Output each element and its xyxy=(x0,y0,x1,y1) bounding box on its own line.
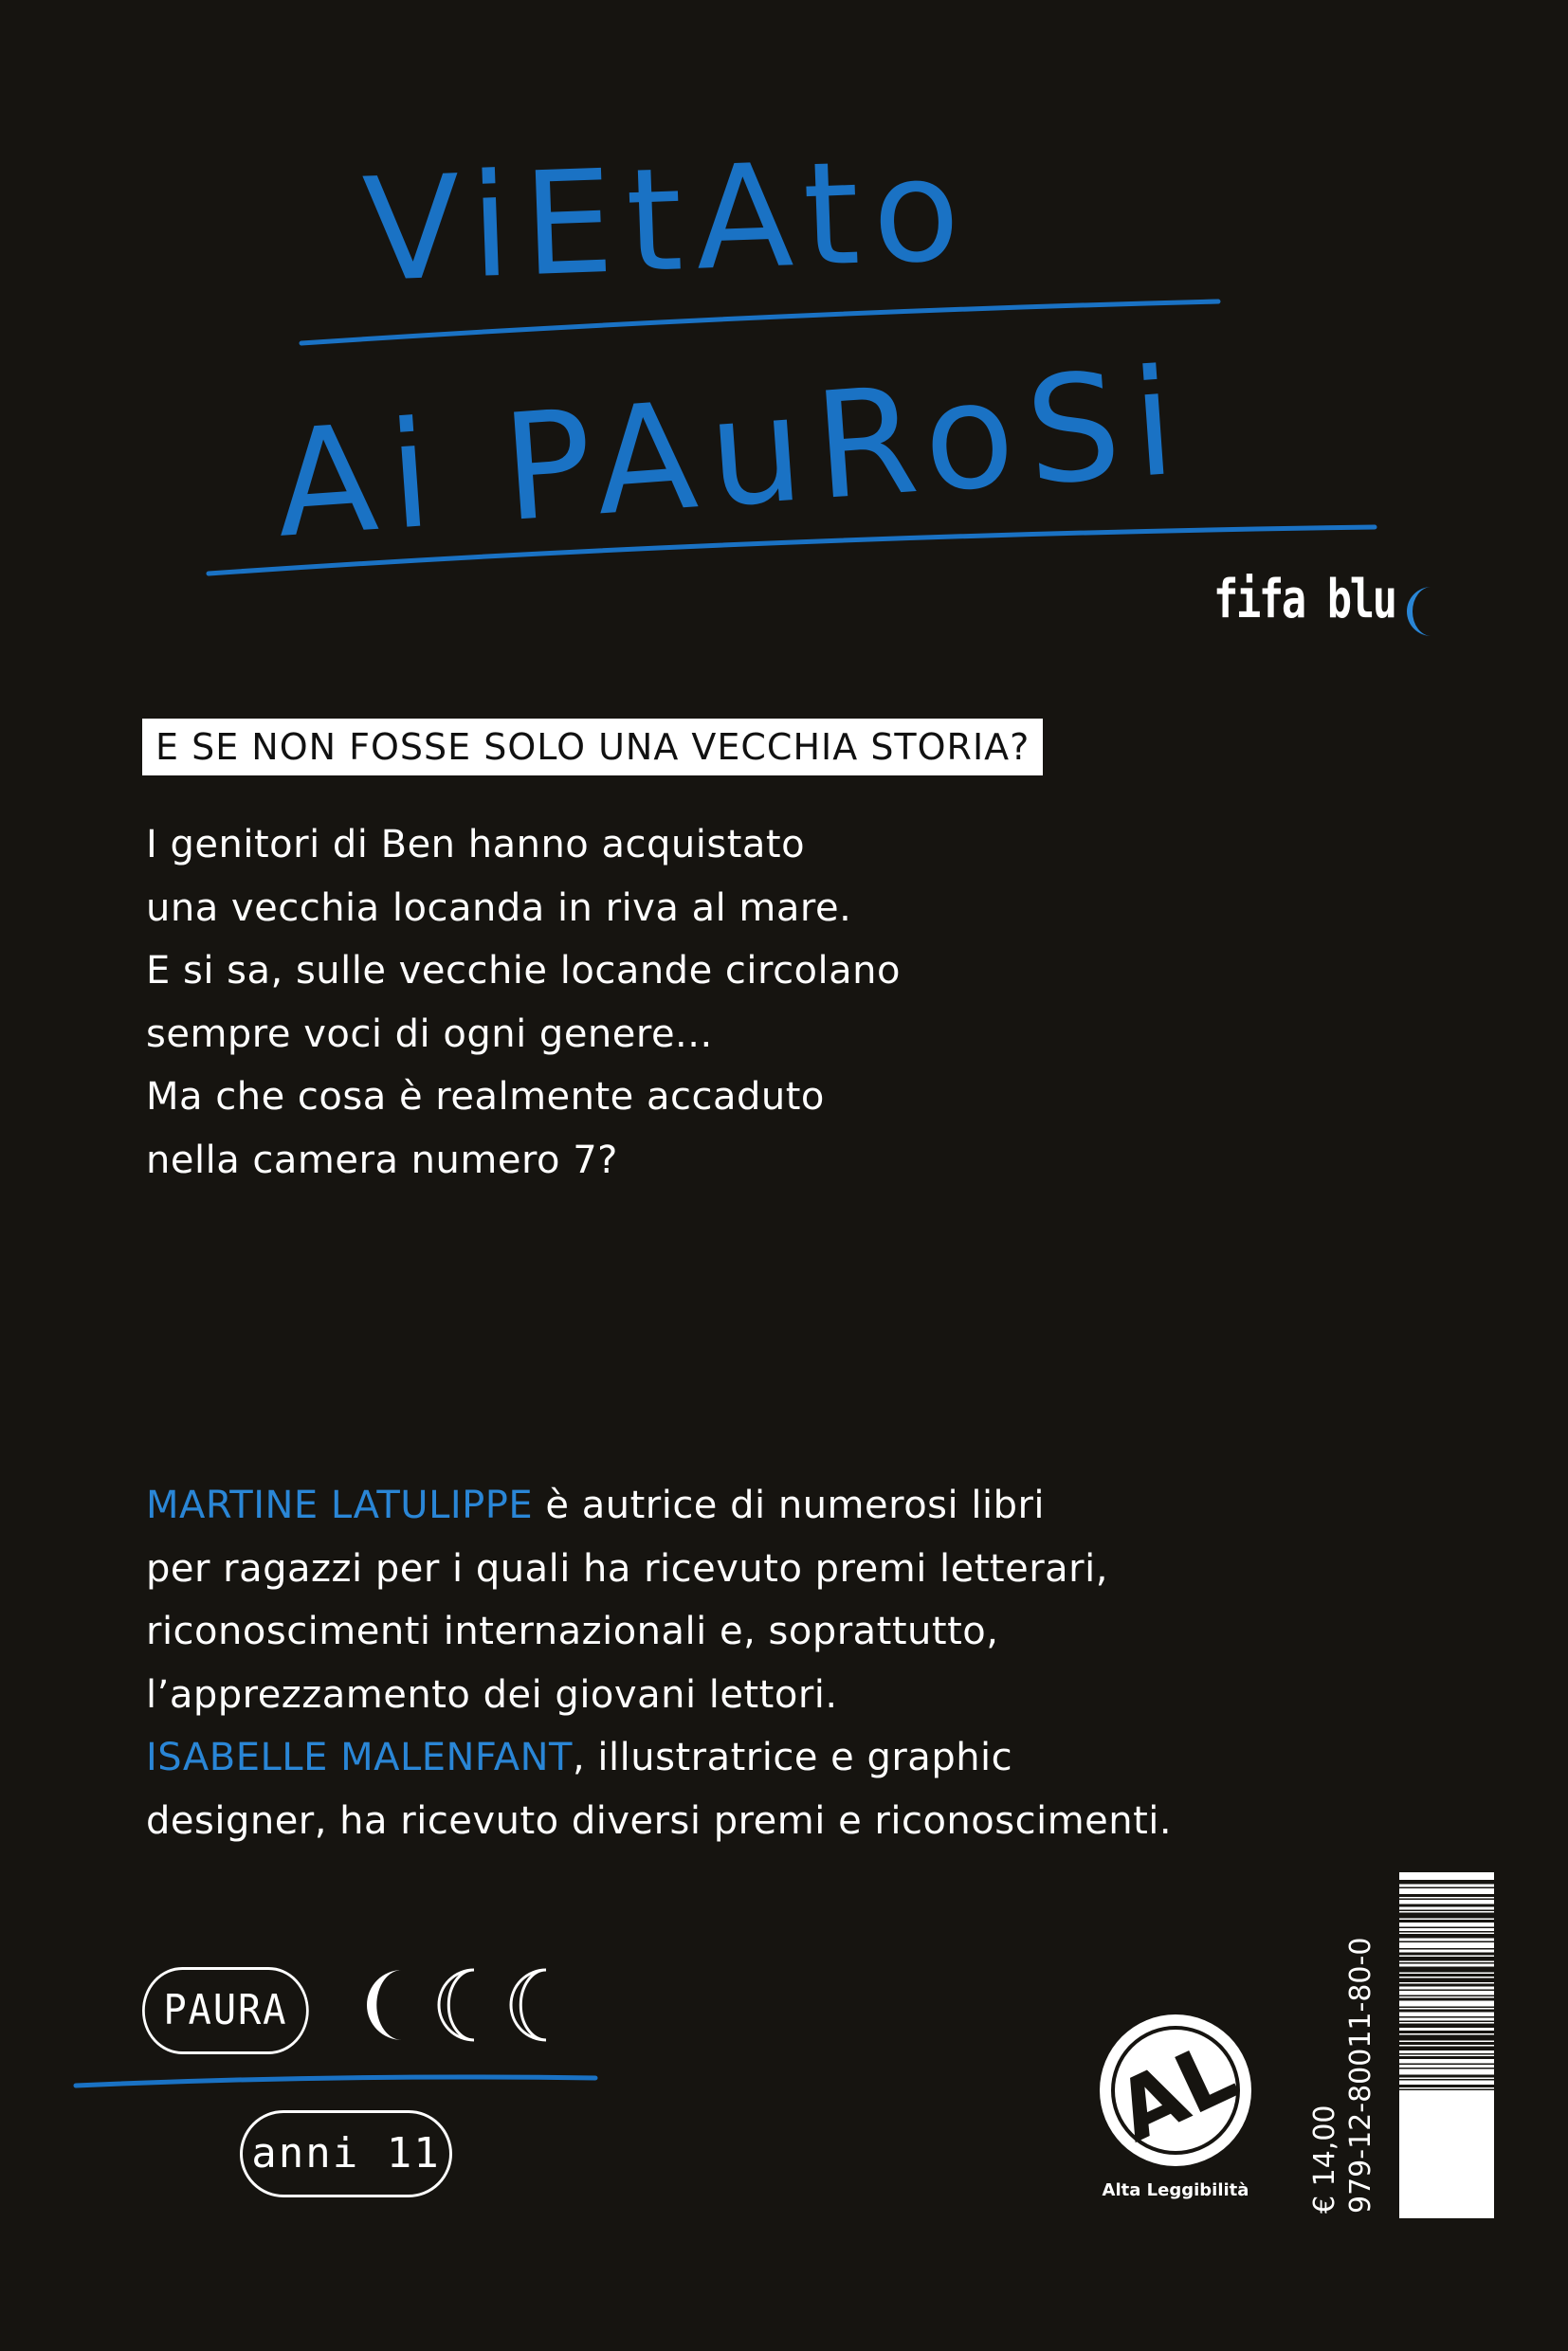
barcode-bar xyxy=(1399,1957,1494,1961)
barcode-bar xyxy=(1399,2024,1494,2029)
blurb-line: I genitori di Ben hanno acquistato xyxy=(146,823,806,866)
barcode-bar xyxy=(1399,1941,1494,1943)
bio-line xyxy=(146,1726,1473,1790)
divider-rule xyxy=(0,2067,664,2095)
barcode-bar xyxy=(1399,2079,1494,2081)
barcode-bar xyxy=(1399,2042,1494,2045)
title-line-1: ViEtAto xyxy=(360,127,976,314)
barcode-bar xyxy=(1399,1927,1494,1929)
alta-leggibilita-logo xyxy=(1090,2005,1261,2176)
barcode-bar xyxy=(1399,1998,1494,2001)
barcode-bar xyxy=(1399,2031,1494,2033)
age-badge: anni 11 xyxy=(240,2110,452,2197)
barcode-bar xyxy=(1399,2056,1494,2059)
barcode-bar xyxy=(1399,2010,1494,2013)
title-line-2: Ai PAuRoSi xyxy=(269,336,1194,571)
barcode-bar xyxy=(1399,1984,1494,1987)
moon-outline-icon xyxy=(439,1970,474,2040)
blurb xyxy=(146,813,1236,1192)
bio-line xyxy=(146,1474,1473,1538)
barcode-bar xyxy=(1399,1934,1494,1939)
author-name: MARTINE LATULIPPE xyxy=(146,1484,534,1527)
barcode-bar xyxy=(1399,1913,1494,1919)
blurb-line: sempre voci di ogni genere... xyxy=(146,1011,713,1056)
bio-line: l’apprezzamento dei giovani lettori. xyxy=(146,1672,838,1717)
barcode-bars xyxy=(1399,1880,1494,2090)
barcode-bar xyxy=(1399,1967,1494,1973)
blurb-line: Ma che cosa è realmente accaduto xyxy=(146,1075,825,1119)
bio-text: , illustratrice e graphic xyxy=(572,1736,1013,1779)
bio-line: riconoscimenti internazionali e, soprattutto, xyxy=(146,1610,999,1653)
barcode-bar xyxy=(1399,2053,1494,2055)
fear-rating-label: PAURA xyxy=(142,1967,309,2054)
blurb-line: una vecchia locanda in riva al mare. xyxy=(146,885,852,930)
series-name: fifa blu xyxy=(1213,569,1395,630)
barcode-bar xyxy=(1399,1948,1494,1950)
tagline: E SE NON FOSSE SOLO UNA VECCHIA STORIA? xyxy=(142,719,1043,775)
barcode-bar xyxy=(1399,1904,1494,1907)
barcode-bar xyxy=(1399,1996,1494,1997)
barcode-bar xyxy=(1399,1887,1494,1889)
illustrator-name: ISABELLE MALENFANT xyxy=(146,1736,573,1779)
barcode-bar xyxy=(1399,1974,1494,1977)
isbn: 979-12-80011-80-0 xyxy=(1344,1937,1377,2214)
barcode-bar xyxy=(1399,2016,1494,2018)
barcode-bar xyxy=(1399,2089,1494,2091)
barcode-bar xyxy=(1399,1990,1494,1992)
barcode-bar xyxy=(1399,1962,1494,1964)
barcode-bar xyxy=(1399,2064,1494,2066)
bio-line: designer, ha ricevuto diversi premi e riconoscimenti. xyxy=(146,1798,1173,1843)
barcode-bar xyxy=(1399,1931,1494,1933)
fear-rating-moons xyxy=(360,1962,559,2048)
barcode-bar xyxy=(1399,2075,1494,2078)
barcode-bar xyxy=(1399,2047,1494,2051)
barcode-bar xyxy=(1399,1910,1494,1912)
barcode-bar xyxy=(1399,1920,1494,1923)
moon-filled-icon xyxy=(367,1970,402,2040)
logo-mark: AL xyxy=(1102,2022,1250,2161)
price: € 14,00 xyxy=(1308,2105,1341,2214)
barcode-bar xyxy=(1399,1978,1494,1983)
barcode-bar xyxy=(1399,2021,1494,2023)
barcode-bar xyxy=(1399,2007,1494,2009)
barcode-bar xyxy=(1399,1899,1494,1901)
barcode-bar xyxy=(1399,1953,1494,1956)
barcode-bar xyxy=(1399,1894,1494,1897)
blurb-line: E si sa, sulle vecchie locande circolano xyxy=(146,949,901,993)
moon-outline-icon xyxy=(511,1970,546,2040)
barcode-bar xyxy=(1399,2035,1494,2041)
logo-caption: Alta Leggibilità xyxy=(1102,2180,1249,2200)
barcode-bar xyxy=(1399,2068,1494,2069)
barcode-bar xyxy=(1399,2085,1494,2087)
author-bio xyxy=(146,1474,1473,1852)
barcode xyxy=(1399,1872,1494,2218)
bio-text: è autrice di numerosi libri xyxy=(533,1484,1046,1527)
title-artwork xyxy=(0,0,1568,664)
bio-line: per ragazzi per i quali ha ricevuto premi letterari, xyxy=(146,1546,1108,1591)
crescent-moon-icon xyxy=(1403,583,1441,640)
blurb-line: nella camera numero 7? xyxy=(146,1138,618,1182)
barcode-bar xyxy=(1399,1880,1494,1885)
